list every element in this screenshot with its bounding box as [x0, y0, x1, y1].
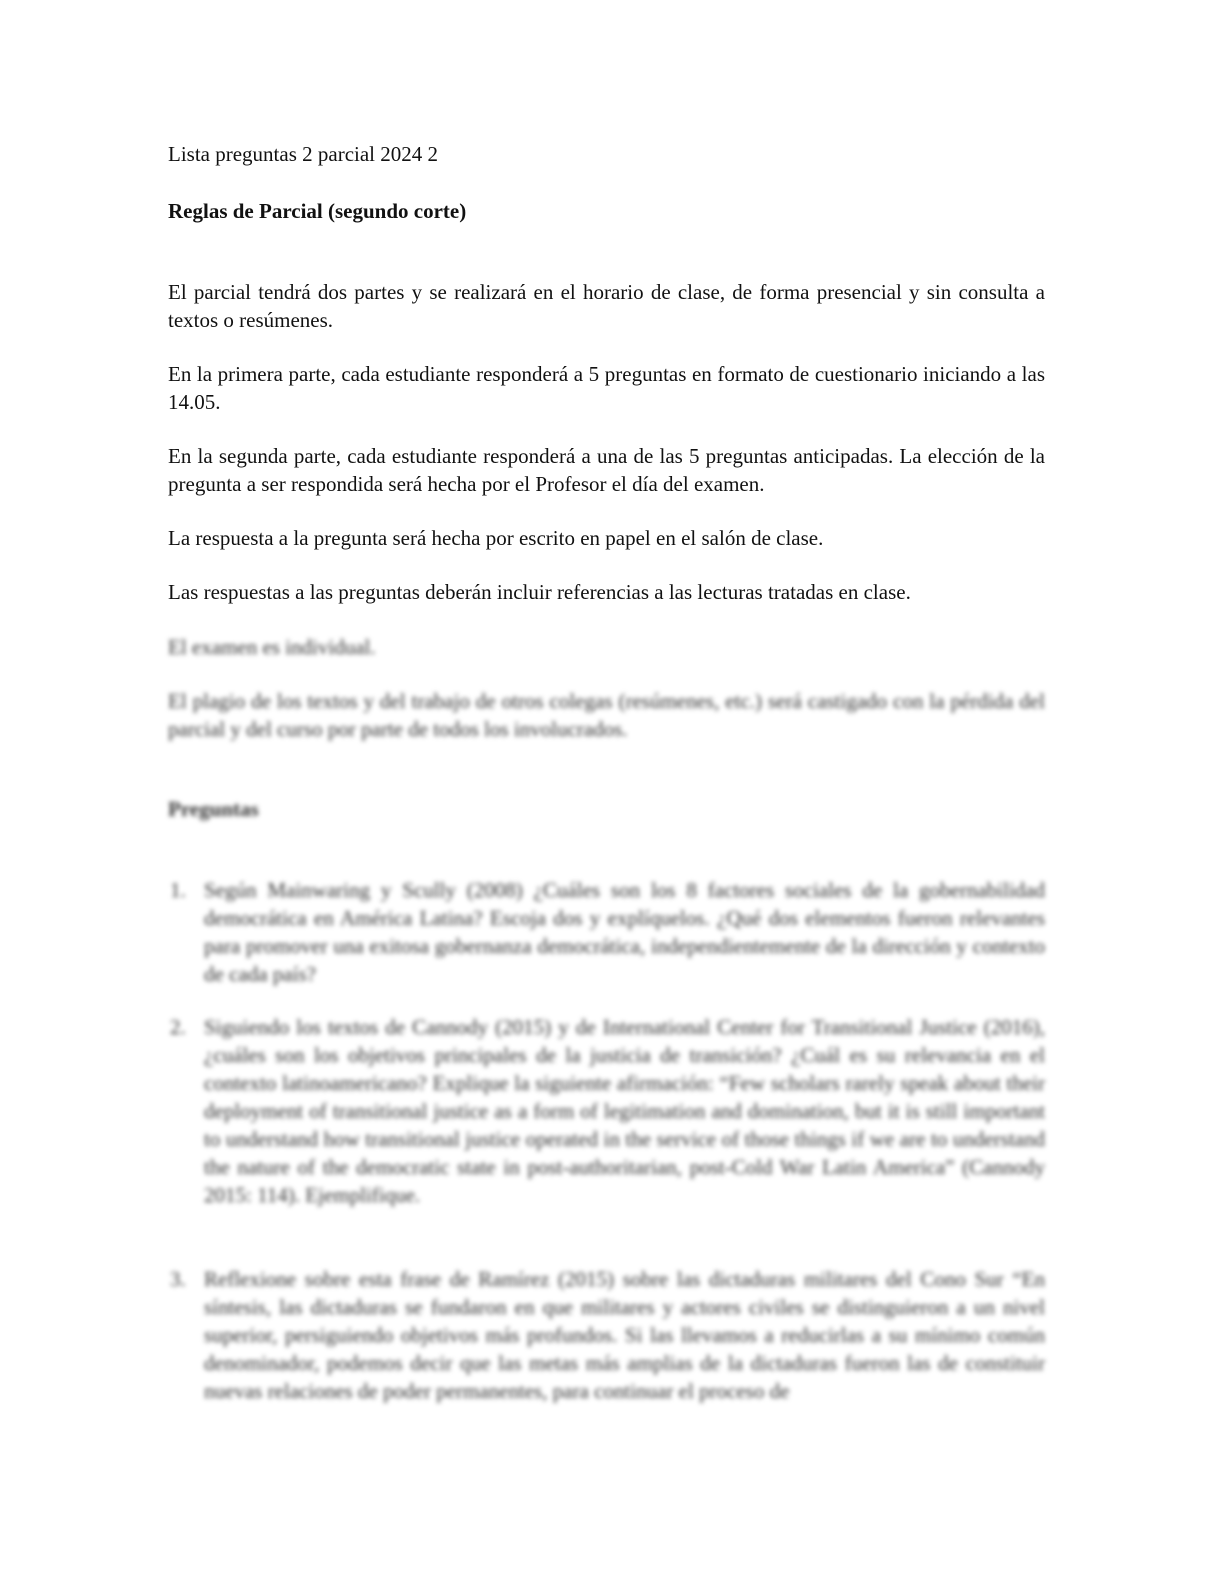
question-item: [168, 876, 1045, 988]
document-title: Lista preguntas 2 parcial 2024 2: [168, 142, 439, 166]
question-text: Siguiendo los textos de Cannody (2015) y de International Center for Transitional Justice (2016), ¿cuáles son los objetivos principales de la justicia de transición? ¿Cuál es su relevancia en el contexto latinoamericano? Explique la siguiente afirmación: “Few scholars rarely speak about their deployment of transitional justice as a form of legitimation and domination, but it is still important to understand how transitional justice operated in the service of those things if we are to understand the nature of the democratic state in post-authoritarian, post-Cold War Latin America” (Cannody 2015: 114). Ejemplifique.: [204, 1015, 1045, 1207]
question-item: [168, 1013, 1045, 1209]
question-number: 3.: [170, 1267, 186, 1291]
question-number: 2.: [170, 1015, 186, 1039]
paragraph: En la primera parte, cada estudiante responderá a 5 preguntas en formato de cuestionario iniciando a las 14.05.: [168, 362, 1045, 414]
paragraph: Las respuestas a las preguntas deberán incluir referencias a las lecturas tratadas en clase.: [168, 580, 911, 604]
paragraph: En la segunda parte, cada estudiante responderá a una de las 5 preguntas anticipadas. La elección de la pregunta a ser respondida será hecha por el Profesor el día del examen.: [168, 444, 1045, 496]
question-number: 1.: [170, 878, 186, 902]
paragraph: El parcial tendrá dos partes y se realizará en el horario de clase, de forma presencial y sin consulta a textos o resúmenes.: [168, 280, 1045, 332]
document-page: [168, 140, 1045, 1405]
question-item: [168, 1265, 1045, 1405]
paragraph: El examen es individual.: [168, 635, 376, 659]
paragraph: El plagio de los textos y del trabajo de otros colegas (resúmenes, etc.) será castigado con la pérdida del parcial y del curso por parte de todos los involucrados.: [168, 689, 1045, 741]
questions-heading: Preguntas: [168, 797, 259, 821]
paragraph: La respuesta a la pregunta será hecha por escrito en papel en el salón de clase.: [168, 526, 824, 550]
question-text: Según Mainwaring y Scully (2008) ¿Cuáles son los 8 factores sociales de la gobernabilidad democrática en América Latina? Escoja dos y explíquelos. ¿Qué dos elementos fueron relevantes para promover una exitosa gobernanza democrática, independientemente de la dirección y contexto de cada país?: [204, 878, 1045, 986]
blurred-content: [168, 633, 1045, 1405]
questions-list: [168, 876, 1045, 1405]
question-text: Reflexione sobre esta frase de Ramírez (2015) sobre las dictaduras militares del Cono Sur “En síntesis, las dictaduras se fundaron en que militares y actores civiles se distinguieron a un nivel superior, persiguiendo objetivos más profundos. Si las llevamos a reducirlas a su mínimo común denominador, podemos decir que las metas más amplias de la dictaduras fueron las de constituir nuevas relaciones de poder permanentes, para continuar el proceso de: [204, 1267, 1045, 1403]
rules-heading: Reglas de Parcial (segundo corte): [168, 199, 467, 223]
